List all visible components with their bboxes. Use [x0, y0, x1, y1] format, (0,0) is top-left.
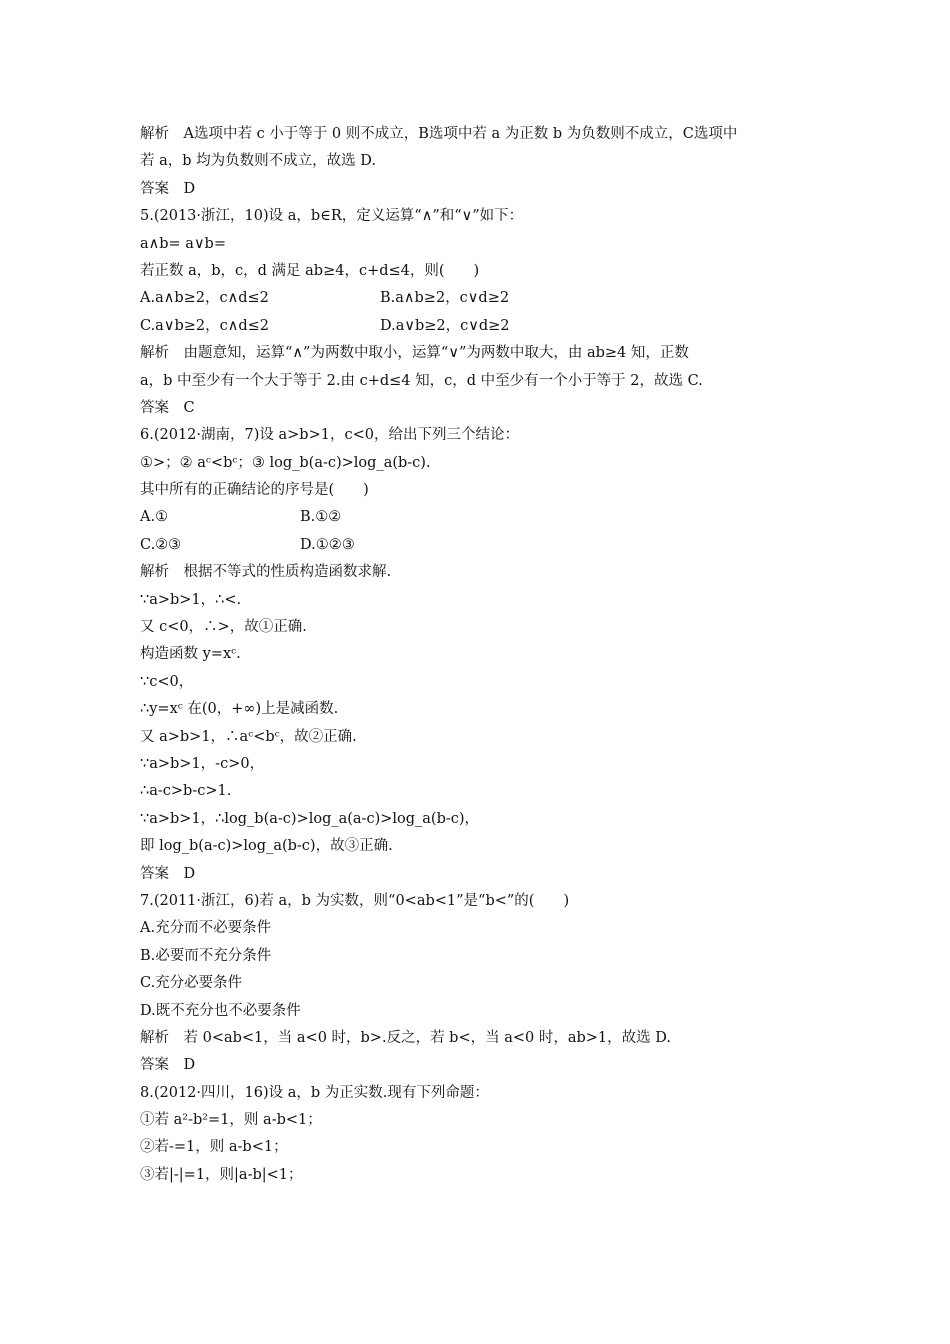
options-row — [140, 313, 820, 340]
text-line: 构造函数 y=xᶜ. — [140, 646, 241, 663]
document-page — [140, 121, 820, 1189]
options-row — [140, 285, 820, 312]
text-line: 解析 若 0<ab<1，当 a<0 时，b>.反之，若 b<，当 a<0 时，ab>1，故选 D. — [140, 1029, 671, 1046]
answer-line: 答案 C — [140, 399, 195, 416]
answer-line: 答案 D — [140, 180, 196, 197]
text-line: ①>；② aᶜ<bᶜ；③ log_b(a-c)>log_a(b-c). — [140, 454, 431, 471]
text-line: 解析 根据不等式的性质构造函数求解. — [140, 564, 392, 581]
option-a: A.充分而不必要条件 — [140, 920, 272, 937]
option-b: B.①② — [300, 509, 342, 526]
text-line: 即 log_b(a-c)>log_a(b-c)，故③正确. — [140, 838, 393, 855]
text-line: ∴a-c>b-c>1. — [140, 783, 232, 800]
option-c: C.②③ — [140, 536, 182, 553]
options-row — [140, 532, 820, 559]
text-line: ∵c<0， — [140, 673, 194, 690]
option-d: D.①②③ — [300, 536, 355, 553]
option-b: B.必要而不充分条件 — [140, 947, 272, 964]
text-line: a，b 中至少有一个大于等于 2.由 c+d≤4 知，c，d 中至少有一个小于等于 2，故选 C. — [140, 372, 703, 389]
answer-line: 答案 D — [140, 865, 196, 882]
options-row — [140, 504, 820, 531]
text-line: 其中所有的正确结论的序号是( ) — [140, 482, 369, 499]
question-heading: 6.(2012·湖南，7)设 a>b>1，c<0，给出下列三个结论： — [140, 427, 519, 444]
option-c: C.充分必要条件 — [140, 975, 243, 992]
question-heading: 7.(2011·浙江，6)若 a，b 为实数，则“0<ab<1”是“b<”的( ) — [140, 892, 570, 909]
text-line: ∵a>b>1，∴log_b(a-c)>log_a(a-c)>log_a(b-c)， — [140, 810, 480, 827]
text-line: ∴y=xᶜ 在(0，+∞)上是减函数. — [140, 701, 339, 718]
option-a: A.a∧b≥2，c∧d≤2 — [140, 290, 269, 307]
option-b: B.a∧b≥2，c∨d≥2 — [380, 290, 510, 307]
option-d: D.a∨b≥2，c∨d≥2 — [380, 317, 510, 334]
text-line: ③若|-|=1，则|a-b|<1； — [140, 1166, 303, 1183]
option-a: A.① — [140, 509, 169, 526]
text-line: ∵a>b>1，∴<. — [140, 591, 242, 608]
text-line: ①若 a²-b²=1，则 a-b<1； — [140, 1112, 322, 1129]
text-line: a∧b= a∨b= — [140, 235, 226, 252]
question-heading: 8.(2012·四川，16)设 a，b 为正实数.现有下列命题： — [140, 1084, 489, 1101]
question-heading: 5.(2013·浙江，10)设 a，b∈R，定义运算“∧”和“∨”如下： — [140, 208, 524, 225]
option-d: D.既不充分也不必要条件 — [140, 1002, 301, 1019]
answer-line: 答案 D — [140, 1057, 196, 1074]
text-line: 若正数 a，b，c，d 满足 ab≥4，c+d≤4，则( ) — [140, 262, 480, 279]
text-line: ∵a>b>1，-c>0， — [140, 755, 265, 772]
text-line: 又 c<0，∴>，故①正确. — [140, 619, 307, 636]
text-line: 解析 由题意知，运算“∧”为两数中取小，运算“∨”为两数中取大，由 ab≥4 知，正数 — [140, 345, 689, 362]
option-c: C.a∨b≥2，c∧d≤2 — [140, 317, 269, 334]
text-line: 若 a，b 均为负数则不成立，故选 D. — [140, 153, 376, 170]
text-line: 解析 A选项中若 c 小于等于 0 则不成立，B选项中若 a 为正数 b 为负数则不成立，C选项中 — [140, 126, 738, 142]
text-line: 又 a>b>1，∴aᶜ<bᶜ，故②正确. — [140, 728, 357, 745]
text-line: ②若-=1，则 a-b<1； — [140, 1139, 288, 1156]
